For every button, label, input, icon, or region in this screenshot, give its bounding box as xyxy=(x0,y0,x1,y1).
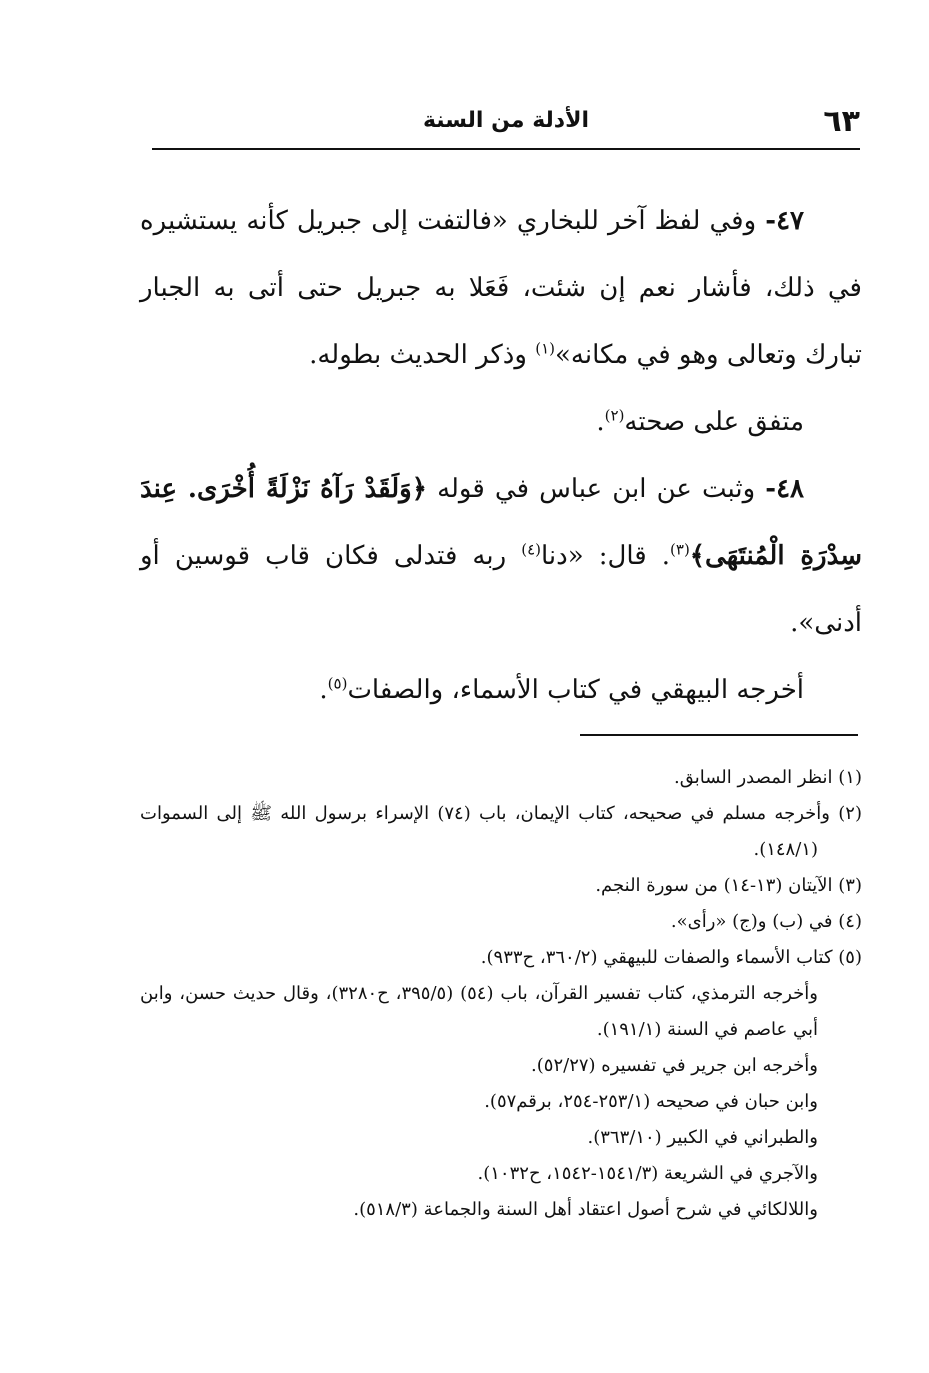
paragraph-47 xyxy=(140,188,862,389)
footnote-3 xyxy=(140,868,862,904)
footnote-divider xyxy=(580,734,858,736)
footnote-5-line: واللالكائي في شرح أصول اعتقاد أهل السنة والجماعة (٥١٨/٣). xyxy=(353,1199,818,1220)
running-title: الأدلة من السنة xyxy=(422,108,590,133)
paragraph-47-text: وفي لفظ آخر للبخاري «فالتفت إلى جبريل كأنه يستشيره في ذلك، فأشار نعم إن شئت، فَعَلا به جبريل حتى أتى به الجبار تبارك وتعالى وهو في مكانه» xyxy=(140,206,862,370)
agreed-upon-end: . xyxy=(596,407,605,437)
paragraph-48-quote: . قال: «دنا xyxy=(541,541,671,571)
footnote-mark: (٥) xyxy=(838,947,862,968)
footnote-text: كتاب الأسماء والصفات للبيهقي (٣٦٠/٢، ح٩٣٣). xyxy=(480,947,839,968)
page-header xyxy=(152,100,860,150)
footnote-5 xyxy=(140,940,862,976)
page-number: ٦٣ xyxy=(823,104,860,139)
footnote-4 xyxy=(140,904,862,940)
quran-verse: ﴿وَلَقَدْ رَآهُ نَزْلَةً أُخْرَى. عِندَ سِدْرَةِ الْمُنتَهَى﴾ xyxy=(140,474,862,571)
footnote-text: في (ب) و(ج) «رأى». xyxy=(670,911,839,932)
footnote-text: انظر المصدر السابق. xyxy=(673,767,839,788)
footnote-2 xyxy=(140,796,862,868)
paragraph-48 xyxy=(140,456,862,657)
footnote-ref-5: (٥) xyxy=(327,674,348,693)
footnote-mark: (٣) xyxy=(838,875,862,896)
footnote-1 xyxy=(140,760,862,796)
source-note xyxy=(140,657,862,724)
footnote-ref-2: (٢) xyxy=(604,406,625,425)
source-end: . xyxy=(319,675,328,705)
agreed-upon-note xyxy=(140,389,862,456)
footnote-5-line: والآجري في الشريعة (١٥٤١/٣-١٥٤٢، ح١٠٣٢). xyxy=(477,1163,818,1184)
footnote-ref-3: (٣) xyxy=(670,540,690,559)
paragraph-48-quote-end: ربه فتدلى فكان قاب قوسين أو أدنى». xyxy=(140,541,862,638)
footnote-text: وأخرجه مسلم في صحيحه، كتاب الإيمان، باب (٧٤) الإسراء برسول الله ﷺ إلى السموات (١٤٨/١). xyxy=(140,803,839,860)
footnote-5-line: وأخرجه ابن جرير في تفسيره (٥٢/٢٧). xyxy=(531,1055,818,1076)
footnote-mark: (٤) xyxy=(838,911,862,932)
footnote-5-line: وابن حبان في صحيحه (٢٥٣/١-٢٥٤، برقم٥٧). xyxy=(484,1091,818,1112)
paragraph-48-text: وثبت عن ابن عباس في قوله xyxy=(426,474,766,504)
agreed-upon-text: متفق على صحته xyxy=(624,407,804,437)
source-text: أخرجه البيهقي في كتاب الأسماء، والصفات xyxy=(347,675,804,705)
footnote-5-line: وأخرجه الترمذي، كتاب تفسير القرآن، باب (٥٤) (٣٩٥/٥، ح٣٢٨٠)، وقال حديث حسن، وابن أبي عاصم في السنة (١٩١/١). xyxy=(140,983,818,1040)
footnote-ref-1: (١) xyxy=(535,339,555,358)
footnote-mark: (١) xyxy=(838,767,862,788)
footnote-mark: (٢) xyxy=(838,803,862,824)
footnotes xyxy=(140,760,862,1228)
main-text xyxy=(140,188,862,724)
paragraph-number-47: ٤٧- xyxy=(765,206,804,236)
footnote-ref-4: (٤) xyxy=(521,540,541,559)
footnote-text: الآيتان (١٣-١٤) من سورة النجم. xyxy=(595,875,839,896)
paragraph-number-48: ٤٨- xyxy=(765,474,804,504)
footnote-5-line: والطبراني في الكبير (٣٦٣/١٠). xyxy=(587,1127,818,1148)
paragraph-47-text-end: وذكر الحديث بطوله. xyxy=(309,340,536,370)
